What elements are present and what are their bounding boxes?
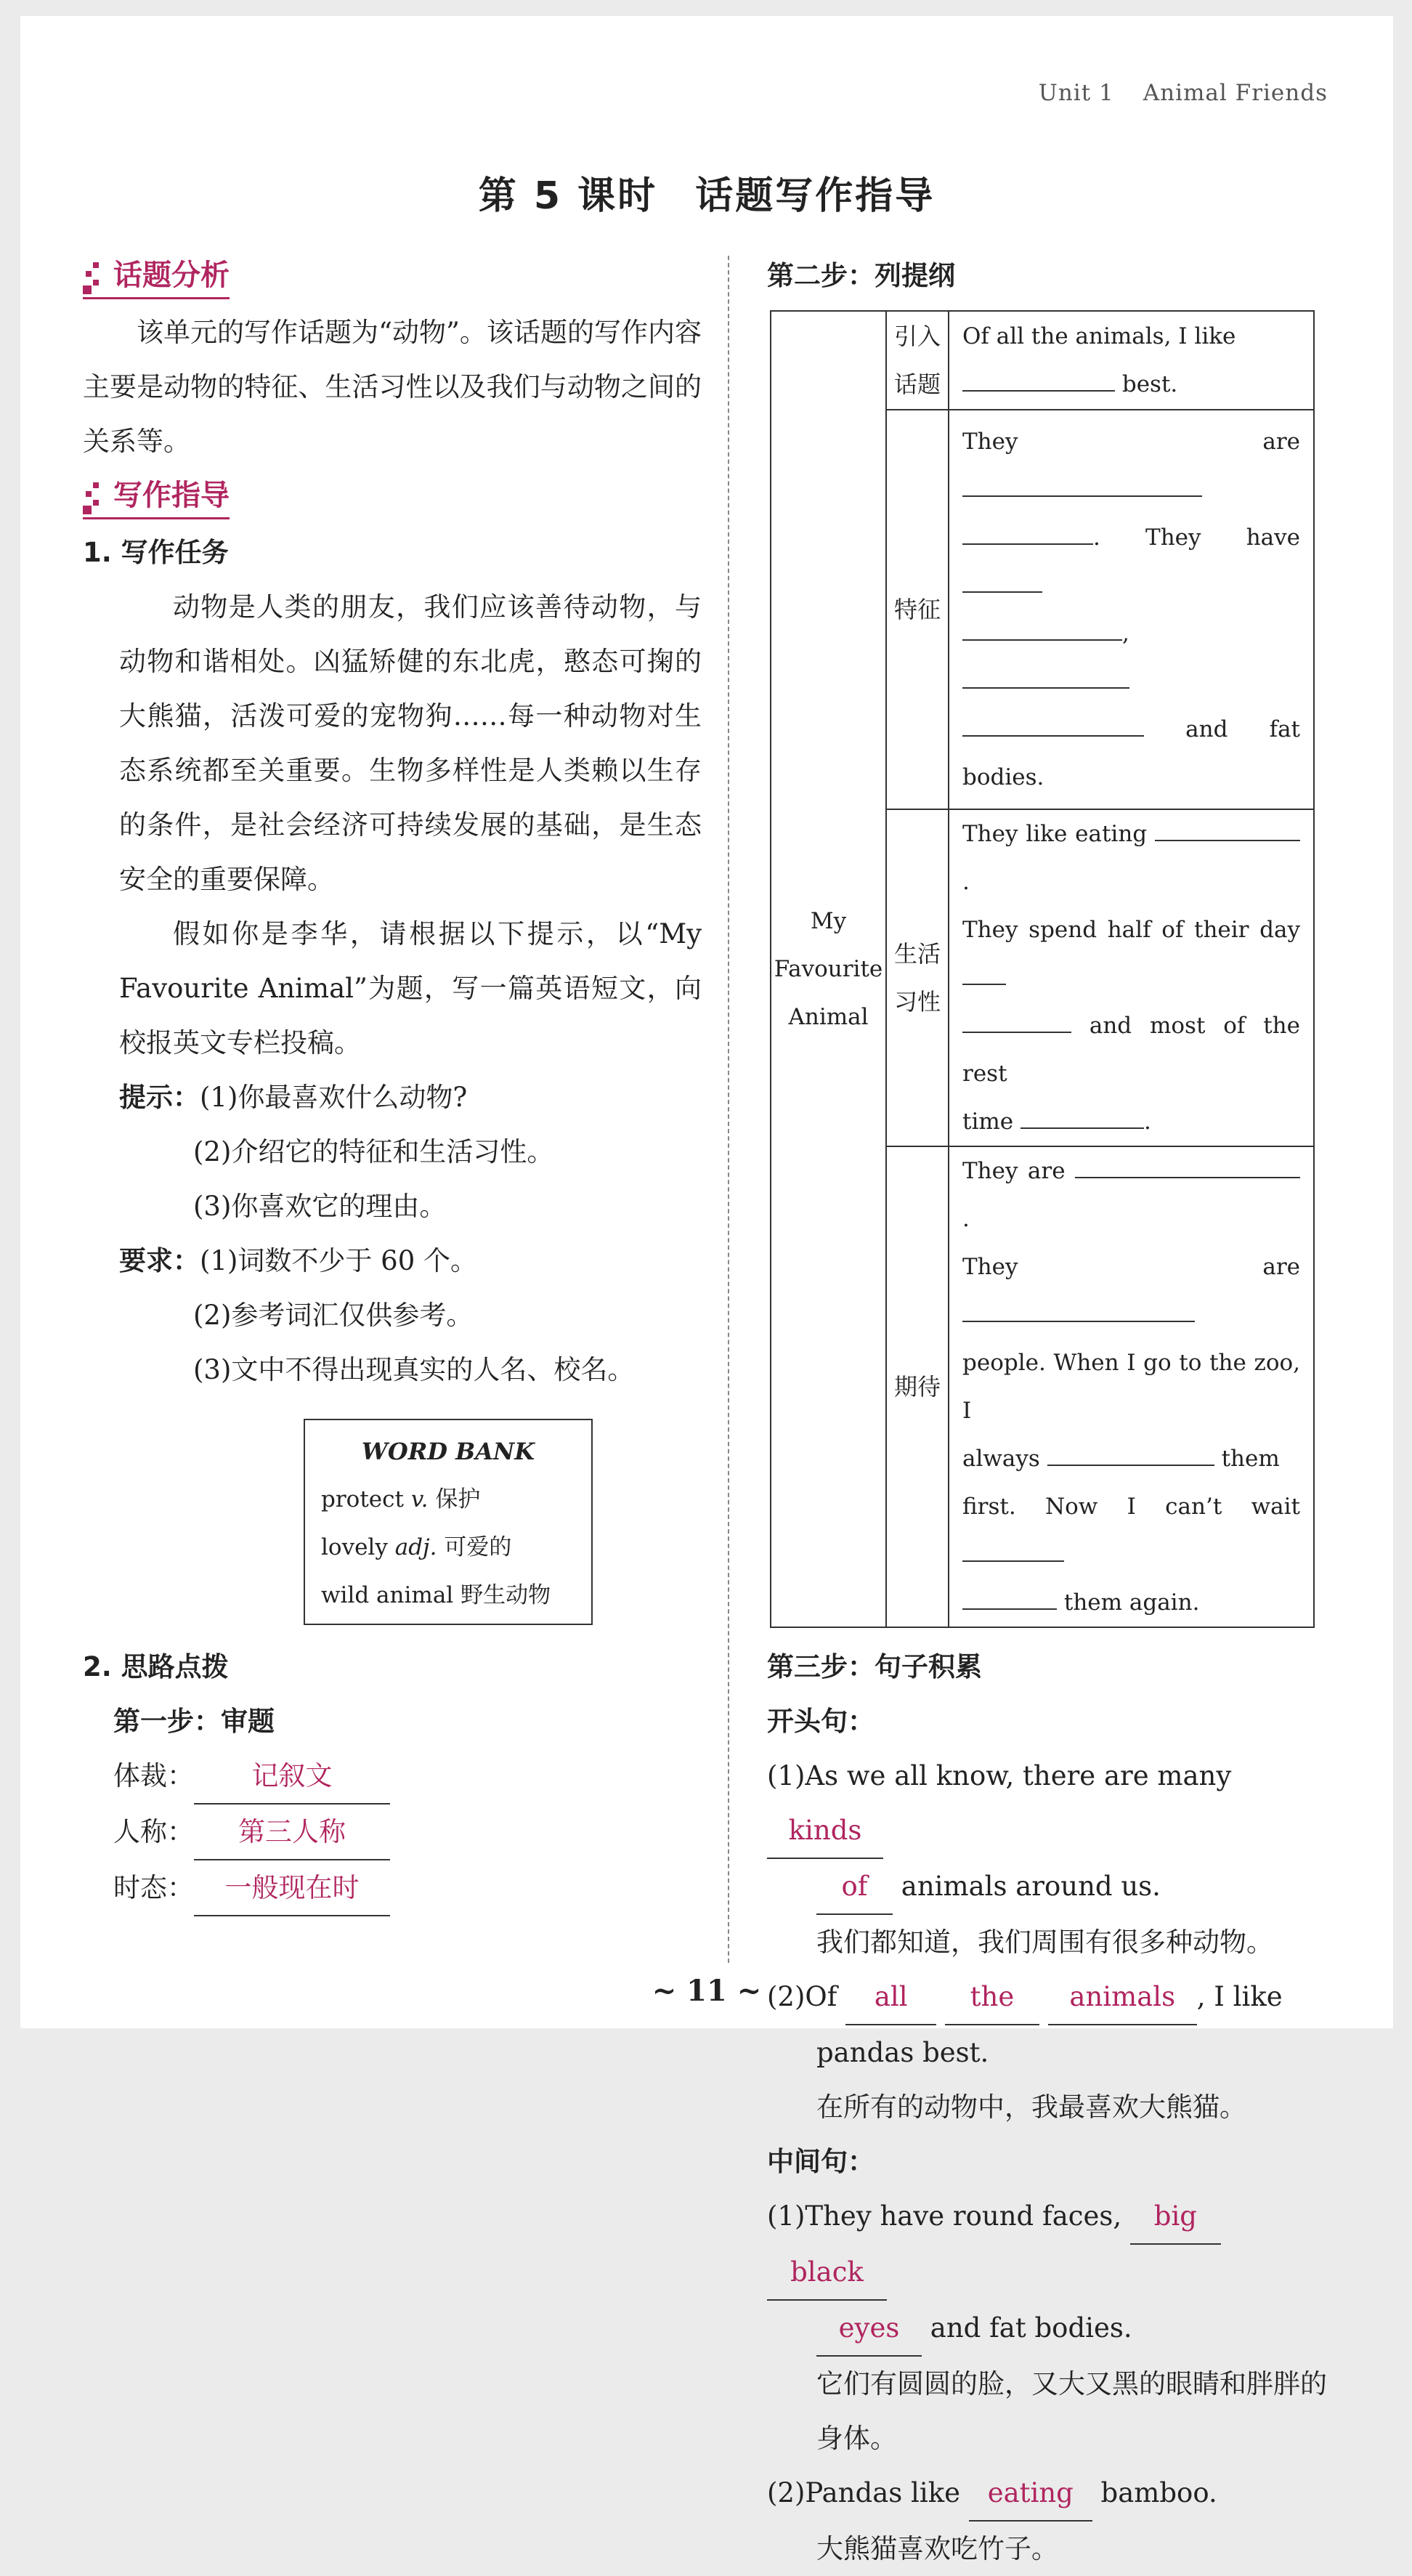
step-1-heading: 第一步：审题 [113, 1706, 275, 1737]
middle-sentence-1-cn: 它们有圆圆的脸，又大又黑的眼睛和胖胖的身体。 [816, 2368, 1327, 2454]
word-bank-entry: wild animal 野生动物 [321, 1582, 551, 1608]
requirement-3: (3)文中不得出现真实的人名、校名。 [193, 1354, 635, 1385]
hint-3: (3)你喜欢它的理由。 [193, 1191, 447, 1222]
hints-block [106, 1070, 702, 1397]
requirement-1: (1)词数不少于 60 个。 [200, 1245, 478, 1276]
outline-label-habits: 生活 习性 [886, 809, 949, 1146]
page-number: ~ 11 ~ [652, 1974, 762, 2008]
opening-sentences-label: 开头句： [767, 1706, 875, 1737]
middle-sentence-2-cn: 大熊猫喜欢吃竹子。 [816, 2533, 1058, 2564]
opening-sentence-2-cn: 在所有的动物中，我最喜欢大熊猫。 [816, 2091, 1246, 2123]
outline-topic-cell: My Favourite Animal [771, 311, 886, 1627]
outline-cell-habits: They like eating . They spend half of their day and most of the rest time . [949, 809, 1314, 1146]
left-column [83, 248, 702, 1916]
hints-label: 提示： [119, 1082, 200, 1113]
opening-sentence-2: (2)Of all the animals , I like [767, 1969, 1341, 2025]
outline-label-features: 特征 [886, 410, 949, 809]
idea-heading: 2. 思路点拨 [83, 1651, 229, 1682]
hint-1: (1)你最喜欢什么动物? [200, 1082, 468, 1113]
section-writing-guide: 写作指导 [83, 474, 230, 519]
step-3-heading: 第三步：句子积累 [767, 1651, 982, 1682]
word-bank-entry: lovely adj. 可爱的 [321, 1534, 512, 1560]
unit-title: Animal Friends [1143, 80, 1328, 106]
section-marker-icon [83, 482, 106, 511]
column-divider [728, 256, 729, 1963]
task-paragraph-1: 动物是人类的朋友，我们应该善待动物，与动物和谐相处。凶猛矫健的东北虎，憨态可掬的大熊猫，活泼可爱的宠物狗……每一种动物对生态系统都至关重要。生物多样性是人类赖以生存的条件，是社会经济可持续发展的基础，是生态安全的重要保障。 [119, 591, 702, 895]
outline-table [770, 310, 1315, 1628]
outline-label-intro: 引入话题 [886, 311, 949, 410]
task-paragraph-2: 假如你是李华，请根据以下提示，以“My Favourite Animal”为题，写一篇英语短文，向校报英文专栏投稿。 [119, 918, 702, 1058]
person-answer: 第三人称 [194, 1805, 390, 1860]
right-column: 第二步：列提纲 My Favourite Animal 引入话题 Of all the animals, I like best. 特征 They are . They have , and fat bodies. 生活 习性 They like eating . They spend half of their day and most of the rest time . 期待 They are . They are people. When I go to the zoo, I always them first. Now I can’t wait them again. 第三步：句子积累 开头句： (1)As we all know, there are many kinds of animals around us. 我们都知道，我们周围有很多种动物。 (2)Of all the animals , I like pandas best. 在所有的动物中，我最喜欢大熊猫。 中间句： (1)They have round faces, big black eyes and fat bodies. 它们有圆圆的脸，又大又黑的眼睛和胖胖的身体。 (2)Pandas like eating bamboo. 大熊猫喜欢吃竹子。 [767, 248, 1341, 2576]
step-2-heading: 第二步：列提纲 [767, 260, 955, 291]
lesson-number: 第 5 课时 [478, 174, 658, 218]
task-heading: 1. 写作任务 [83, 537, 229, 568]
section-marker-icon [83, 262, 106, 291]
outline-cell-intro: Of all the animals, I like best. [949, 311, 1314, 410]
section-topic-analysis: 话题分析 [83, 254, 230, 299]
lesson-topic: 话题写作指导 [695, 174, 936, 218]
middle-sentence-1: (1)They have round faces, big black [767, 2189, 1341, 2301]
word-bank-title: WORD BANK [361, 1438, 535, 1465]
page [20, 16, 1393, 2564]
tense-answer: 一般现在时 [194, 1860, 390, 1916]
opening-sentence-1: (1)As we all know, there are many kinds [767, 1749, 1341, 1859]
middle-sentences-label: 中间句： [767, 2146, 875, 2177]
outline-cell-features: They are . They have , and fat bodies. [949, 410, 1314, 809]
genre-answer: 记叙文 [194, 1749, 390, 1805]
outline-label-expectation: 期待 [886, 1146, 949, 1627]
unit-number: Unit 1 [1038, 80, 1114, 106]
person-row: 人称： 第三人称 [106, 1805, 702, 1860]
outline-cell-expectation: They are . They are people. When I go to the zoo, I always them first. Now I can’t wait them again. [949, 1146, 1314, 1627]
word-bank-box [304, 1419, 593, 1625]
word-bank-entry: protect v. 保护 [321, 1486, 481, 1512]
genre-row: 体裁： 记叙文 [106, 1749, 702, 1805]
page-title [20, 165, 1393, 219]
hint-2: (2)介绍它的特征和生活习性。 [193, 1136, 554, 1167]
tense-row: 时态： 一般现在时 [106, 1860, 702, 1916]
running-header [1010, 80, 1328, 106]
opening-sentence-1-cn: 我们都知道，我们周围有很多种动物。 [816, 1927, 1273, 1958]
middle-sentence-2: (2)Pandas like eating bamboo. [767, 2466, 1341, 2522]
requirement-2: (2)参考词汇仅供参考。 [193, 1300, 474, 1331]
analysis-text: 该单元的写作话题为“动物”。该话题的写作内容主要是动物的特征、生活习性以及我们与动物之间的关系等。 [83, 317, 702, 457]
requirements-label: 要求： [119, 1245, 200, 1276]
